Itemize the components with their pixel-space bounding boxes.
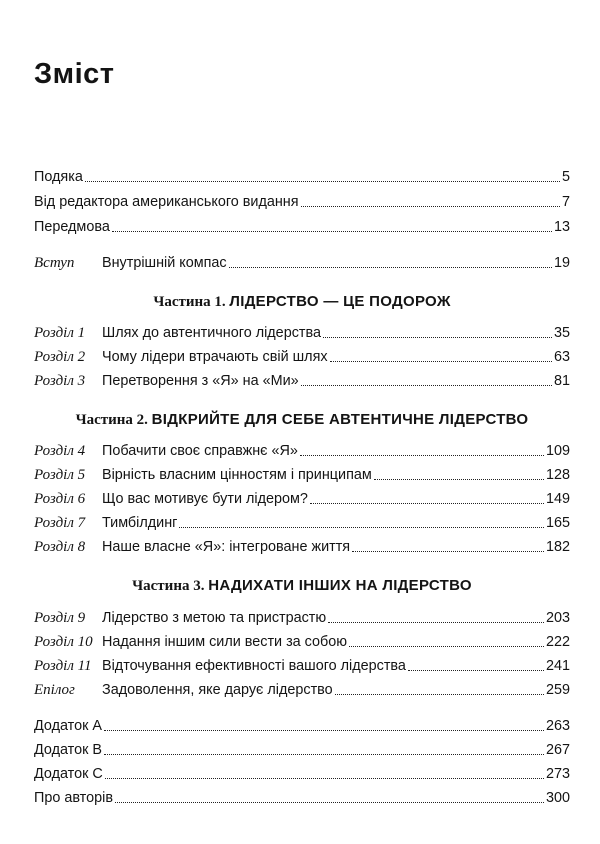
toc-entry-chapter-2[interactable]	[34, 344, 570, 366]
toc-entry-chapter-7[interactable]	[34, 510, 570, 532]
toc-entry-prefix: Розділ 3	[34, 373, 86, 389]
toc-entry-page: 5	[561, 169, 570, 185]
toc-entry-intro[interactable]	[34, 250, 570, 272]
toc-entry-page: 263	[545, 718, 570, 734]
toc-entry-about-authors[interactable]	[34, 785, 570, 807]
leader-dots	[229, 267, 552, 268]
toc-entry-prefix: Розділ 10	[34, 634, 93, 650]
toc-entry-label: Додаток В	[34, 742, 103, 758]
part-number: Частина 3.	[132, 578, 205, 594]
toc-entry-page: 203	[545, 610, 570, 626]
leader-dots	[349, 646, 544, 647]
toc-entry-page: 109	[545, 443, 570, 459]
toc-entry-prefix: Розділ 9	[34, 610, 86, 626]
toc-entry-chapter-4[interactable]	[34, 438, 570, 460]
toc-entry-label: Передмова	[34, 219, 110, 235]
leader-dots	[330, 361, 552, 362]
leader-dots	[301, 206, 560, 207]
toc-entry-chapter-10[interactable]	[34, 629, 570, 651]
page-title: Зміст	[34, 58, 115, 90]
toc-entry-label: Додаток С	[34, 766, 103, 782]
toc-entry-prefix: Епілог	[34, 682, 75, 698]
toc-entry-page: 267	[545, 742, 570, 758]
toc-entry-preface[interactable]	[34, 214, 570, 236]
toc-entry-page: 222	[545, 634, 570, 650]
toc-entry-prefix: Розділ 7	[34, 515, 86, 531]
toc-entry-page: 35	[553, 325, 570, 341]
part-number: Частина 1.	[153, 294, 226, 310]
leader-dots	[104, 754, 544, 755]
leader-dots	[104, 730, 544, 731]
toc-entry-page: 273	[545, 766, 570, 782]
leader-dots	[179, 527, 544, 528]
part-2-heading	[34, 411, 570, 429]
leader-dots	[300, 455, 544, 456]
part-3-heading	[34, 577, 570, 595]
toc-entry-appendix-c[interactable]	[34, 761, 570, 783]
toc-entry-page: 259	[545, 682, 570, 698]
toc-entry-page: 165	[545, 515, 570, 531]
toc-entry-label: Перетворення з «Я» на «Ми»	[102, 373, 299, 389]
part-title: ЛІДЕРСТВО — ЦЕ ПОДОРОЖ	[229, 293, 451, 310]
toc-entry-acknowledgements[interactable]	[34, 164, 570, 186]
toc-entry-page: 19	[553, 255, 570, 271]
leader-dots	[374, 479, 544, 480]
toc-entry-label: Лідерство з метою та пристрастю	[102, 610, 327, 626]
toc-entry-prefix: Розділ 5	[34, 467, 86, 483]
toc-entry-prefix: Розділ 4	[34, 443, 86, 459]
toc-entry-label: Побачити своє справжнє «Я»	[102, 443, 298, 459]
toc-entry-label: Задоволення, яке дарує лідерство	[102, 682, 333, 698]
toc-entry-page: 128	[545, 467, 570, 483]
toc-entry-chapter-6[interactable]	[34, 486, 570, 508]
toc-entry-label: Від редактора американського видання	[34, 194, 299, 210]
toc-entry-editor-note[interactable]	[34, 189, 570, 211]
toc-entry-chapter-9[interactable]	[34, 605, 570, 627]
leader-dots	[112, 231, 552, 232]
toc-entry-page: 63	[553, 349, 570, 365]
toc-entry-label: Шлях до автентичного лідерства	[102, 325, 321, 341]
leader-dots	[323, 337, 552, 338]
leader-dots	[352, 551, 544, 552]
toc-entry-label: Надання іншим сили вести за собою	[102, 634, 348, 650]
toc-entry-label: Внутрішній компас	[102, 255, 227, 271]
toc-entry-epilogue[interactable]	[34, 677, 570, 699]
toc-entry-label: Вірність власним цінностям і принципам	[102, 467, 372, 483]
toc-entry-prefix: Розділ 8	[34, 539, 86, 555]
toc-entry-prefix: Розділ 11	[34, 658, 92, 674]
toc-entry-page: 182	[545, 539, 570, 555]
toc-entry-page: 13	[553, 219, 570, 235]
toc-entry-prefix: Вступ	[34, 255, 75, 271]
toc-entry-label: Наше власне «Я»: інтегроване життя	[102, 539, 351, 555]
leader-dots	[85, 181, 560, 182]
toc-entry-chapter-1[interactable]	[34, 320, 570, 342]
toc-entry-prefix: Розділ 6	[34, 491, 86, 507]
toc-entry-label: Що вас мотивує бути лідером?	[102, 491, 308, 507]
toc-entry-chapter-11[interactable]	[34, 653, 570, 675]
leader-dots	[115, 802, 544, 803]
leader-dots	[105, 778, 544, 779]
part-number: Частина 2.	[75, 412, 148, 428]
toc-entry-label: Чому лідери втрачають свій шлях	[102, 349, 328, 365]
toc-entry-page: 241	[545, 658, 570, 674]
leader-dots	[301, 385, 552, 386]
toc-entry-page: 149	[545, 491, 570, 507]
toc-entry-label: Додаток А	[34, 718, 103, 734]
toc-entry-prefix: Розділ 1	[34, 325, 86, 341]
toc-entry-page: 81	[553, 373, 570, 389]
part-1-heading	[34, 293, 570, 311]
toc-entry-page: 7	[561, 194, 570, 210]
toc-entry-chapter-3[interactable]	[34, 368, 570, 390]
leader-dots	[328, 622, 544, 623]
toc-entry-appendix-a[interactable]	[34, 713, 570, 735]
toc-entry-chapter-5[interactable]	[34, 462, 570, 484]
toc-entry-label: Відточування ефективності вашого лідерства	[102, 658, 406, 674]
leader-dots	[408, 670, 544, 671]
toc-entry-label: Подяка	[34, 169, 83, 185]
toc-entry-page: 300	[545, 790, 570, 806]
toc-entry-label: Тимбілдинг	[102, 515, 178, 531]
toc-entry-label: Про авторів	[34, 790, 113, 806]
toc-entry-prefix: Розділ 2	[34, 349, 86, 365]
leader-dots	[335, 694, 544, 695]
part-title: ВІДКРИЙТЕ ДЛЯ СЕБЕ АВТЕНТИЧНЕ ЛІДЕРСТВО	[151, 411, 529, 428]
part-title: НАДИХАТИ ІНШИХ НА ЛІДЕРСТВО	[208, 577, 472, 594]
toc-entry-chapter-8[interactable]	[34, 534, 570, 556]
leader-dots	[310, 503, 544, 504]
toc-entry-appendix-b[interactable]	[34, 737, 570, 759]
